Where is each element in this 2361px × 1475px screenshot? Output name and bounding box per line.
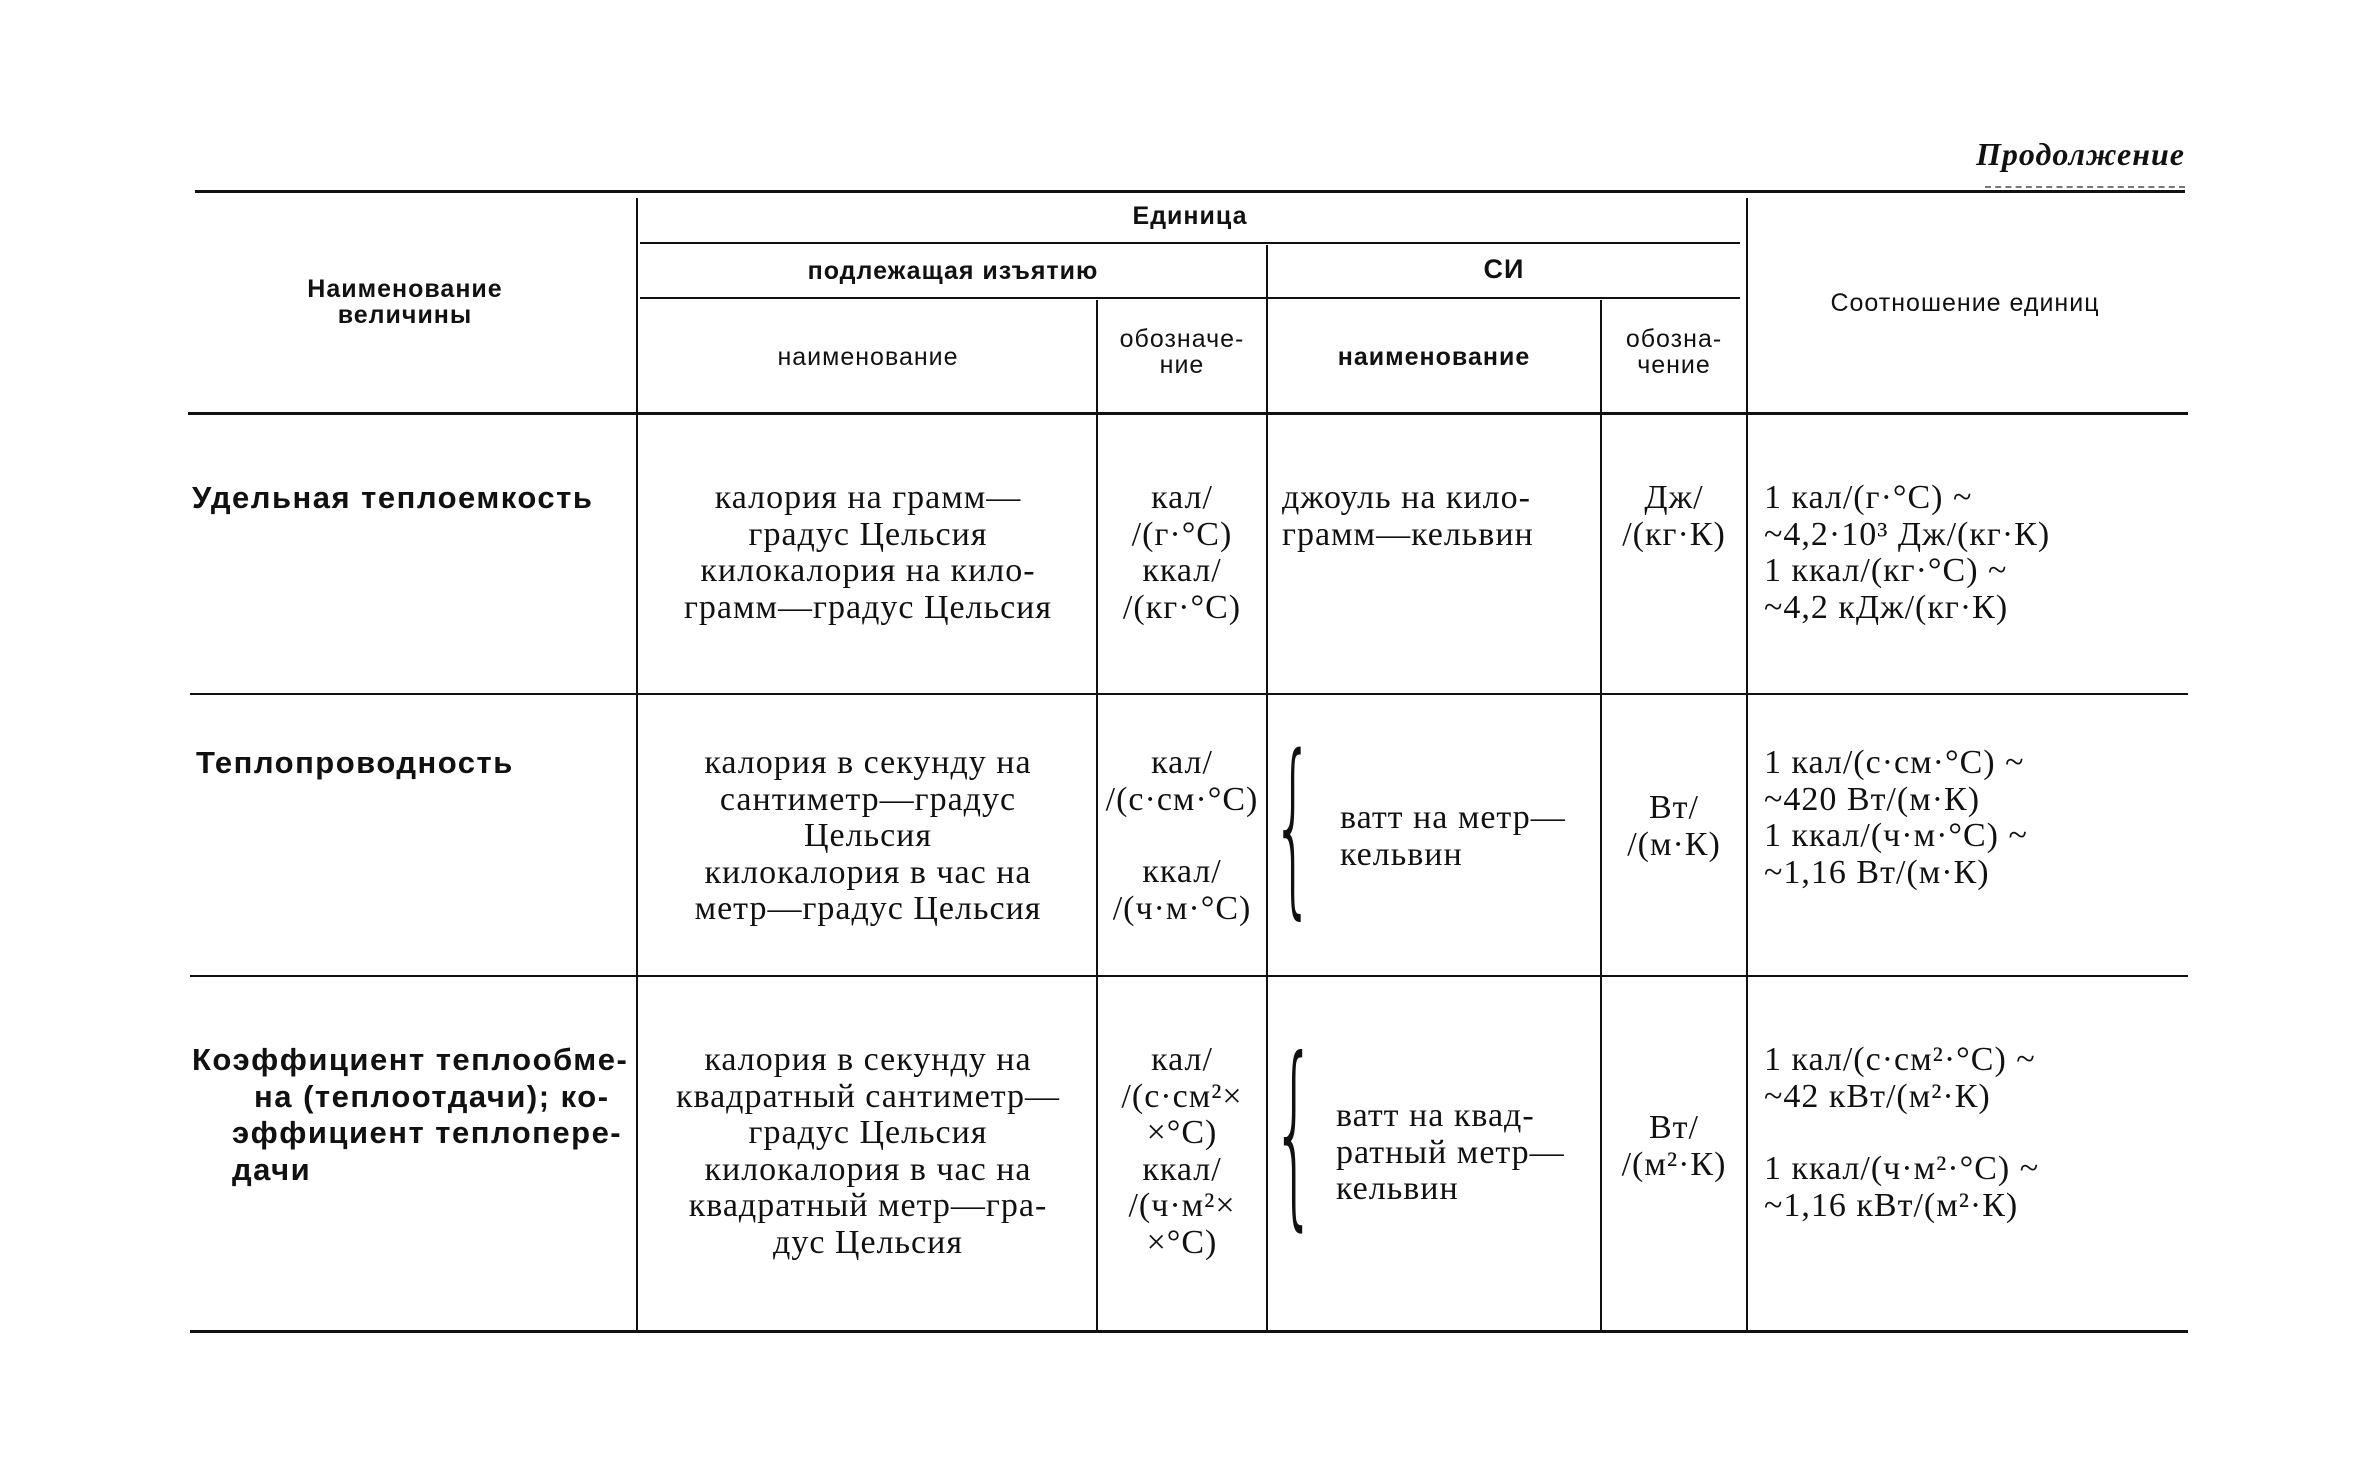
row-rule-2 bbox=[190, 975, 2188, 977]
unit-header-rule bbox=[640, 242, 1740, 244]
row3-si-symbol: Вт/ /(м²·К) bbox=[1621, 1109, 1727, 1183]
col-rule-1 bbox=[636, 198, 638, 1330]
row2-si-symbol: Вт/ /(м·К) bbox=[1627, 789, 1721, 863]
row2-quantity: Теплопроводность bbox=[196, 745, 514, 780]
row1-si-name: джоуль на кило- грамм—кельвин bbox=[1282, 479, 1534, 553]
header-bottom-rule bbox=[188, 412, 2188, 415]
row-rule-1 bbox=[190, 693, 2188, 695]
col-rule-5 bbox=[1746, 198, 1748, 1330]
subheader-rule-si bbox=[1268, 297, 1740, 299]
header-name-withdrawn: наименование bbox=[777, 343, 959, 371]
header-ratio: Соотношение единиц bbox=[1830, 289, 2100, 317]
header-quantity-name: Наименование величины bbox=[307, 275, 503, 329]
row3-old-name: калория в секунду на квадратный сантиметр— градус Цельсия килокалория в час на квадратный метр—гра- дус Цельсия bbox=[675, 1041, 1061, 1261]
row1-ratio: 1 кал/(г·°С) ~ ~4,2·10³ Дж/(кг·К) 1 ккал/(кг·°С) ~ ~4,2 кДж/(кг·К) bbox=[1764, 479, 2051, 626]
col-rule-3 bbox=[1266, 245, 1268, 1330]
row2-ratio: 1 кал/(с·см·°С) ~ ~420 Вт/(м·К) 1 ккал/(ч·м·°С) ~ ~1,16 Вт/(м·К) bbox=[1764, 744, 2028, 891]
row2-old-name: калория в секунду на сантиметр—градус Цельсия килокалория в час на метр—градус Цельсия bbox=[694, 744, 1042, 927]
table-bottom-rule bbox=[190, 1330, 2188, 1333]
subheader-rule-withdrawn bbox=[640, 297, 1270, 299]
continuation-label: Продолжение bbox=[1976, 136, 2185, 172]
row1-quantity: Удельная теплоемкость bbox=[192, 480, 594, 515]
row3-ratio: 1 кал/(с·см²·°С) ~ ~42 кВт/(м²·К) 1 ккал/(ч·м²·°С) ~ ~1,16 кВт/(м²·К) bbox=[1764, 1041, 2040, 1224]
row2-brace-icon: { bbox=[1272, 715, 1315, 936]
row2-si-name: ватт на метр— кельвин bbox=[1340, 799, 1566, 873]
header-symbol-withdrawn: обозначе- ние bbox=[1119, 325, 1245, 379]
row1-si-symbol: Дж/ /(кг·К) bbox=[1622, 479, 1726, 553]
header-si: СИ bbox=[1483, 254, 1525, 284]
continuation-rule bbox=[1985, 186, 2185, 188]
header-unit: Единица bbox=[1132, 202, 1248, 230]
header-name-si: наименование bbox=[1337, 343, 1531, 371]
row1-old-symbol: кал/ /(г·°С) ккал/ /(кг·°С) bbox=[1122, 479, 1242, 626]
header-withdrawn: подлежащая изъятию bbox=[807, 257, 1099, 285]
header-symbol-si: обозна- чение bbox=[1625, 325, 1723, 379]
row3-brace-icon: { bbox=[1272, 1016, 1317, 1249]
row3-quantity: Коэффициент теплообме- на (теплоотдачи); ко- эффициент теплопере- дачи bbox=[192, 1042, 629, 1187]
row1-old-name: калория на грамм— градус Цельсия килокалория на кило- грамм—градус Цельсия bbox=[683, 479, 1053, 626]
row3-si-name: ватт на квад- ратный метр— кельвин bbox=[1336, 1097, 1565, 1207]
table-top-rule bbox=[195, 190, 2185, 193]
row2-old-symbol: кал/ /(с·см·°С) ккал/ /(ч·м·°С) bbox=[1105, 744, 1259, 927]
row3-old-symbol: кал/ /(с·см²× ×°С) ккал/ /(ч·м²× ×°С) bbox=[1121, 1041, 1243, 1261]
